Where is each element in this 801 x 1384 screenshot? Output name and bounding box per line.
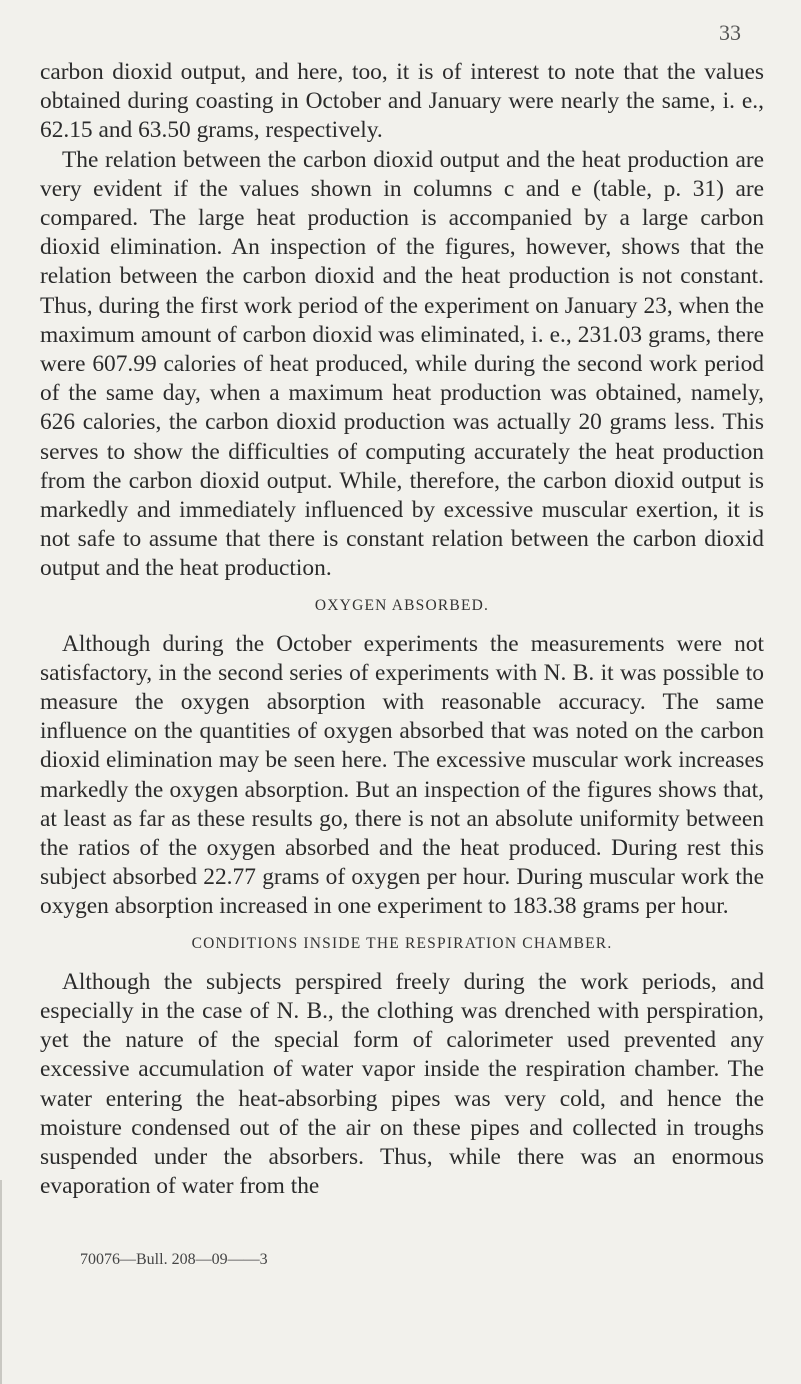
page-number: 33 <box>719 20 741 45</box>
section-heading-oxygen-absorbed: OXYGEN ABSORBED. <box>314 596 490 614</box>
paragraph-oxygen-absorbed: Although during the October experiments the measurements were not satisfactory, in the second series of experiments with N. B. it was possible to measure the oxygen absorption with reasonable accuracy. The same influence on the quantities of oxygen absorbed that was noted on the carbon dioxid elimination may be seen here. The excessive muscular work increases markedly the oxygen absorption. But an inspection of the figures shows that, at least as far as these results go, there is not an absolute uniformity between the ratios of the oxygen absorbed and the heat produced. During rest this subject absorbed 22.77 grams of oxygen per hour. During muscular work the oxygen absorption increased in one experiment to 183.38 grams per hour. <box>40 630 764 920</box>
section-heading-chamber-conditions: CONDITIONS INSIDE THE RESPIRATION CHAMBER. <box>191 934 613 952</box>
printer-signature: 70076—Bull. 208—09——3 <box>80 1251 268 1268</box>
binding-edge-mark <box>0 1180 2 1384</box>
paragraph-continued: carbon dioxid output, and here, too, it is of interest to note that the values obtained during coasting in October and January were nearly the same, i. e., 62.15 and 63.50 grams, respectively. <box>40 59 764 144</box>
paragraph-chamber-conditions: Although the subjects perspired freely during the work periods, and especially in the case of N. B., the clothing was drenched with perspiration, yet the nature of the special form of calorimeter used prevented any excessive accumulation of water vapor inside the respiration chamber. The water entering the heat-absorbing pipes was very cold, and hence the moisture condensed out of the air on these pipes and collected in troughs suspended under the absorbers. Thus, while there was an enormous evaporation of water from the <box>40 968 764 1200</box>
page-body <box>40 58 764 1201</box>
paragraph-co2-heat-relation: The relation between the carbon dioxid output and the heat production are very evident if the values shown in columns c and e (table, p. 31) are compared. The large heat production is accompanied by a large carbon dioxid elimination. An inspection of the figures, however, shows that the relation between the carbon dioxid and the heat production is not constant. Thus, during the first work period of the experiment on January 23, when the maximum amount of carbon dioxid was eliminated, i. e., 231.03 grams, there were 607.99 calories of heat produced, while during the second work period of the same day, when a maximum heat production was obtained, namely, 626 calories, the carbon dioxid production was actually 20 grams less. This serves to show the difficulties of computing accurately the heat production from the carbon dioxid output. While, therefore, the carbon dioxid output is markedly and immediately influenced by excessive muscular exertion, it is not safe to assume that there is constant relation between the carbon dioxid output and the heat production. <box>40 146 764 582</box>
